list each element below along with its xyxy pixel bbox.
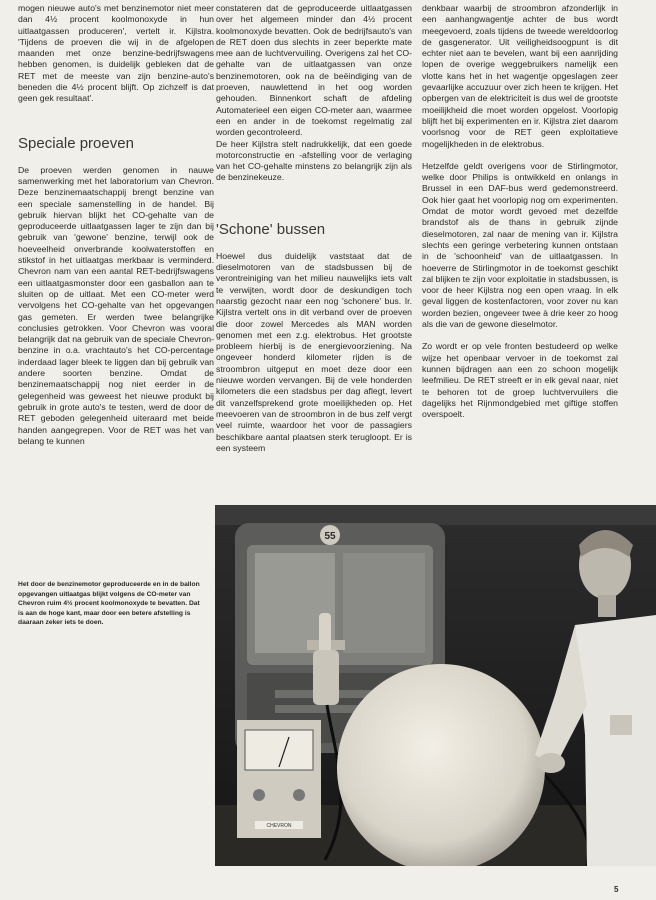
text-column-1 (18, 3, 214, 447)
article-intro: mogen nieuwe auto's met benzinemotor niet meer dan 4½ procent koolmonoxyde in hun uitlaatgassen produceren', vertelt ir. Kijlstra. 'Tijdens de proeven die wij in de afgelopen maanden met onze benzine-bedrijfswagens hebben genomen, is duidelijk gebleken dat de RET met de meeste van zijn benzine-auto's beneden die 4½ procent blijft. Op zichzelf is dat geen gek resultaat'. (18, 3, 214, 104)
article-paragraph: De proeven werden genomen in nauwe samenwerking met het laboratorium van Chevron. Deze benzinemaatschappij brengt benzine van een speciale samenstelling in de handel. Bij gebruik hiervan blijkt het CO-gehalte van de geproduceerde uitlaatgassen lager te zijn dan bij gebruik van 'gewone' benzine, terwijl ook de hoeveelheid onverbrande koolwaterstoffen en stikstof in het uitlaatgas merkbaar is verminderd. Chevron nam van een aantal RET-bedrijfswagens een uitlaatgasmonster door een gasballon aan te sluiten op de uitlaat. Met een CO-meter werd vervolgens het CO-gehalte van het opgevangen gas gemeten. Er werden twee belangrijke conclusies getrokken. Voor Chevron was vooral belangrijk dat na gebruik van de speciale Chevron-benzine in o.a. vrachtauto's het CO-percentage inderdaad lager bleek te liggen dan bij gebruik van andere soorten benzine. Omdat de benzinemaatschappij nog niet eerder in de gelegenheid was geweest het nieuwe produkt bij gebruik in grote auto's te testen, werd de door de RET geboden gelegenheid uiteraard met beide handen aangegrepen. Voor de RET was het van belang te kunnen (18, 164, 214, 446)
article-paragraph: Zo wordt er op vele fronten bestudeerd op welke wijze het openbaar vervoer in de toekomst zal kunnen bijdragen aan een zo schoon mogelijk leefmilieu. De RET streeft er in elk geval naar, niet te behoren tot de groep luchtvervuilers die dagelijks het Rijnmondgebied met giftige stoffen overspoelt. (422, 341, 618, 420)
photo-caption: Het door de benzinemotor geproduceerde en in de ballon opgevangen uitlaatgas blijkt volgens de CO-meter van Chevron ruim 4½ procent koolmonoxyde te bevatten. Dat is aan de hoge kant, maar door een betere afstelling is daaraan zeker iets te doen. (18, 581, 200, 627)
meter-brand-label: CHEVRON (266, 823, 292, 829)
gas-balloon (337, 664, 545, 866)
article-paragraph: Hoewel dus duidelijk vaststaat dat de dieselmotoren van de stadsbussen bij de verontreiniging van het milieu nauwelijks iets valt te verwijten, wordt door de deskundigen toch naarstig gezocht naar een nog 'schonere' bus. Ir. Kijlstra vertelt ons in dit verband over de proeven die door zowel Mercedes als MAN worden genomen met een z.g. elektrobus. Het grootste probleem hierbij is de energievoorziening. Na ongeveer honderd kilometer rijden is de stroombron uitgeput en moet deze door een nieuwe worden vervangen. Bij de vele honderden kilometers die een stadsbus per dag aflegt, levert dit vanzelfsprekend grote moeilijkheden op. Het meevoeren van de stroombron in de bus zelf vergt veel ruimte, waardoor het voor de passagiers beschikbare aantal plaatsen sterk terugloopt. Er is een systeem (216, 250, 412, 453)
article-paragraph: denkbaar waarbij de stroombron afzonderlijk in een aanhangwagentje achter de bus wordt meegevoerd, zoals tijdens de tweede wereldoorlog de gasgenerator. Uit veiligheidsoogpunt is dit echter niet aan te bevelen, want bij een aanrijding lopen de overige weggebruikers namelijk een vlotte kans het in het wagentje opgeslagen zeer gevaarlijke accuzuur over zich heen te krijgen. Het opbergen van de elektriciteit is dus wel de grootste moeilijkheid die moet worden opgelost. Voorlopig blijft het bij experimenten en ir. Kijlstra ziet daarom voorlsnog voor de RET geen exploitatieve mogelijkheden in de elektrobus. (422, 3, 618, 149)
bus-number: 55 (324, 531, 336, 542)
page-number: 5 (614, 885, 619, 894)
article-paragraph: De heer Kijlstra stelt nadrukkelijk, dat een goede motorconstructie en -afstelling voor de verlaging van het CO-gehalte minstens zo belangrijk zijn als de benzinekeuze. (216, 138, 412, 183)
section-heading-speciale-proeven: Speciale proeven (18, 134, 134, 152)
section-heading-schone-bussen: 'Schone' bussen (216, 220, 326, 238)
article-paragraph: constateren dat de geproduceerde uitlaatgassen over het algemeen minder dan 4½ procent koolmonoxyde bevatten. Ook de bedrijfsauto's van de RET doen dus slechts in zeer beperkte mate mee aan de luchtvervuiling. Overigens zal het CO-gehalte van de uitlaatgassen van onze benzinemotoren, ook na de beëindiging van de proeven, nauwlettend in het oog worden gehouden. Binnenkort schaft de afdeling Automaterieel een eigen CO-meter aan, waarmee een en ander in de toekomst regelmatig zal worden gecontroleerd. (216, 3, 412, 138)
article-paragraph: Hetzelfde geldt overigens voor de Stirlingmotor, welke door Philips is ontwikkeld en onlangs in Brussel in een DAF-bus werd gedemonstreerd. Ook hier gaat het voorlopig nog om experimenten. Omdat de motor wordt gevoed met dezelfde brandstof als de thans in gebruik zijnde dieselmotoren, zal naar de mening van ir. Kijlstra slechts een geringe verbetering kunnen ontstaan in de 'schoonheid' van de uitlaatgassen. In hoeverre de Stirlingmotor in de toekomst geschikt zal blijken te zijn voor exploitatie in stadsbussen, is voor de heer Kijlstra nog een open vraag. In elk geval liggen de kostenfactoren, voor zover nu kan worden bezien, ongeveer twee à drie keer zo hoog als die van de gewone dieselmotor. (422, 160, 618, 330)
photo-co-meter-balloon (215, 505, 656, 866)
text-column-2 (216, 3, 412, 454)
text-column-3 (422, 3, 618, 420)
co-meter (237, 720, 321, 838)
photo-illustration (215, 505, 656, 866)
garage-roof (215, 505, 656, 525)
